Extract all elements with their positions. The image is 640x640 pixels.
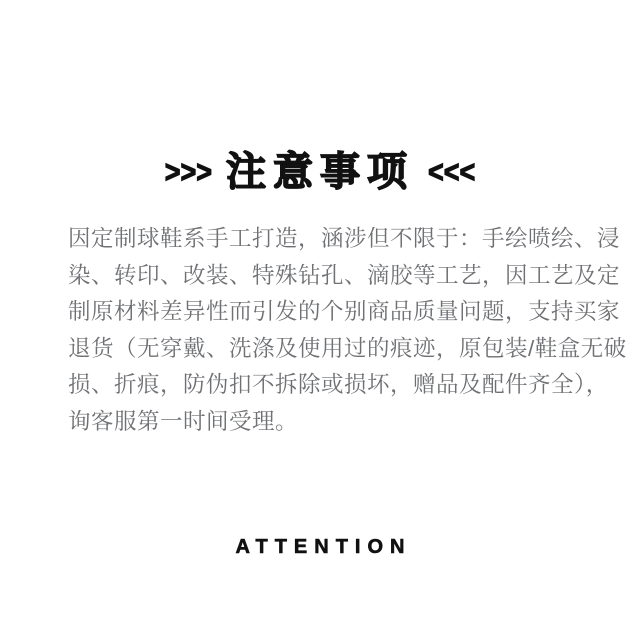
notice-title-row xyxy=(0,148,640,196)
notice-line: 损、折痕，防伪扣不拆除或损坏，赠品及配件齐全）， xyxy=(68,372,609,397)
notice-paragraph xyxy=(68,221,627,440)
notice-line: 退货（无穿戴、洗涤及使用过的痕迹，原包装/鞋盒无破 xyxy=(68,335,627,361)
right-chevrons-icon: <<< xyxy=(428,154,476,189)
page-title: 注意事项 xyxy=(226,150,414,194)
attention-footer-label: ATTENTION xyxy=(235,536,412,558)
notice-line: 染、转印、改装、特殊钻孔、滴胶等工艺，因工艺及定 xyxy=(68,262,621,288)
notice-line: 因定制球鞋系手工打造，涵涉但不限于：手绘喷绘、浸 xyxy=(68,226,621,251)
notice-line: 询客服第一时间受理。 xyxy=(68,408,299,434)
notice-line: 制原材料差异性而引发的个别商品质量问题，支持买家 xyxy=(68,299,621,324)
left-chevrons-icon: >>> xyxy=(164,154,212,189)
